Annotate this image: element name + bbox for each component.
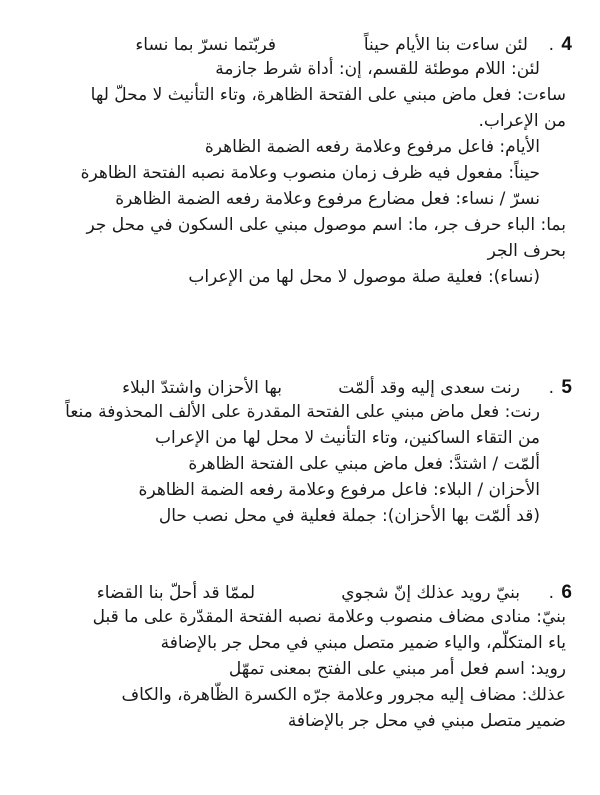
analysis-line: بنيّ: منادى مضاف منصوب وعلامة نصبه الفتحة المقدّرة على ما قبل bbox=[92, 607, 566, 627]
analysis-line: من الإعراب. bbox=[478, 111, 566, 131]
verse-first-hemistich: بنيّ رويد عذلك إنّ شجوي bbox=[341, 583, 520, 603]
analysis-line: رويد: اسم فعل أمر مبني على الفتح بمعنى تمهّل bbox=[228, 659, 566, 679]
analysis-line: ألمّت / اشتدَّ: فعل ماض مبني على الفتحة الظاهرة bbox=[188, 454, 540, 474]
analysis-line: ياء المتكلّم، والياء ضمير متصل مبني في محل جر بالإضافة bbox=[160, 633, 566, 653]
analysis-line: لئن: اللام موطئة للقسم، إن: أداة شرط جازمة bbox=[215, 59, 540, 79]
number-dot: . bbox=[548, 583, 554, 603]
section-4 bbox=[0, 30, 600, 290]
verse-line bbox=[0, 578, 600, 608]
analysis-line: الأيام: فاعل مرفوع وعلامة رفعه الضمة الظاهرة bbox=[204, 137, 540, 157]
analysis-line: من التقاء الساكنين، وتاء التأنيث لا محل لها من الإعراب bbox=[155, 428, 540, 448]
analysis-line: رنت: فعل ماض مبني على الفتحة المقدرة على الألف المحذوفة منعاً bbox=[65, 402, 540, 422]
analysis-line: ساءت: فعل ماض مبني على الفتحة الظاهرة، وتاء التأنيث لا محلّ لها bbox=[90, 85, 566, 105]
number-dot: . bbox=[548, 378, 554, 398]
verse-first-hemistich: لئن ساءت بنا الأيام حيناً bbox=[363, 35, 528, 55]
verse-second-hemistich: لممّا قد أحلّ بنا القضاء bbox=[96, 583, 255, 603]
number-dot: . bbox=[548, 35, 554, 55]
verse-first-hemistich: رنت سعدى إليه وقد ألمّت bbox=[338, 378, 520, 398]
analysis-line: ضمير متصل مبني في محل جر بالإضافة bbox=[287, 711, 566, 731]
section-number: 4 bbox=[561, 34, 572, 55]
analysis-line: بما: الباء حرف جر، ما: اسم موصول مبني على السكون في محل جر bbox=[86, 215, 566, 235]
analysis-line: نسرّ / نساء: فعل مضارع مرفوع وعلامة رفعه الضمة الظاهرة bbox=[115, 189, 540, 209]
analysis-line: عذلك: مضاف إليه مجرور وعلامة جرّه الكسرة الظّاهرة، والكاف bbox=[121, 685, 566, 705]
verse-line bbox=[0, 30, 600, 60]
section-5 bbox=[0, 373, 600, 529]
analysis-line: (قد ألمّت بها الأحزان): جملة فعلية في محل نصب حال bbox=[158, 506, 540, 526]
section-number: 6 bbox=[561, 582, 572, 603]
verse-second-hemistich: بها الأحزان واشتدّ البلاء bbox=[122, 378, 282, 398]
analysis-line: الأحزان / البلاء: فاعل مرفوع وعلامة رفعه الضمة الظاهرة bbox=[138, 480, 540, 500]
section-6 bbox=[0, 578, 600, 734]
analysis-line: بحرف الجر bbox=[487, 241, 566, 261]
analysis-line: حيناً: مفعول فيه ظرف زمان منصوب وعلامة نصبه الفتحة الظاهرة bbox=[80, 163, 540, 183]
verse-second-hemistich: فربّتما نسرّ بما نساء bbox=[135, 35, 276, 55]
section-number: 5 bbox=[561, 377, 572, 398]
verse-line bbox=[0, 373, 600, 403]
analysis-line: (نساء): فعلية صلة موصول لا محل لها من الإعراب bbox=[188, 267, 540, 287]
